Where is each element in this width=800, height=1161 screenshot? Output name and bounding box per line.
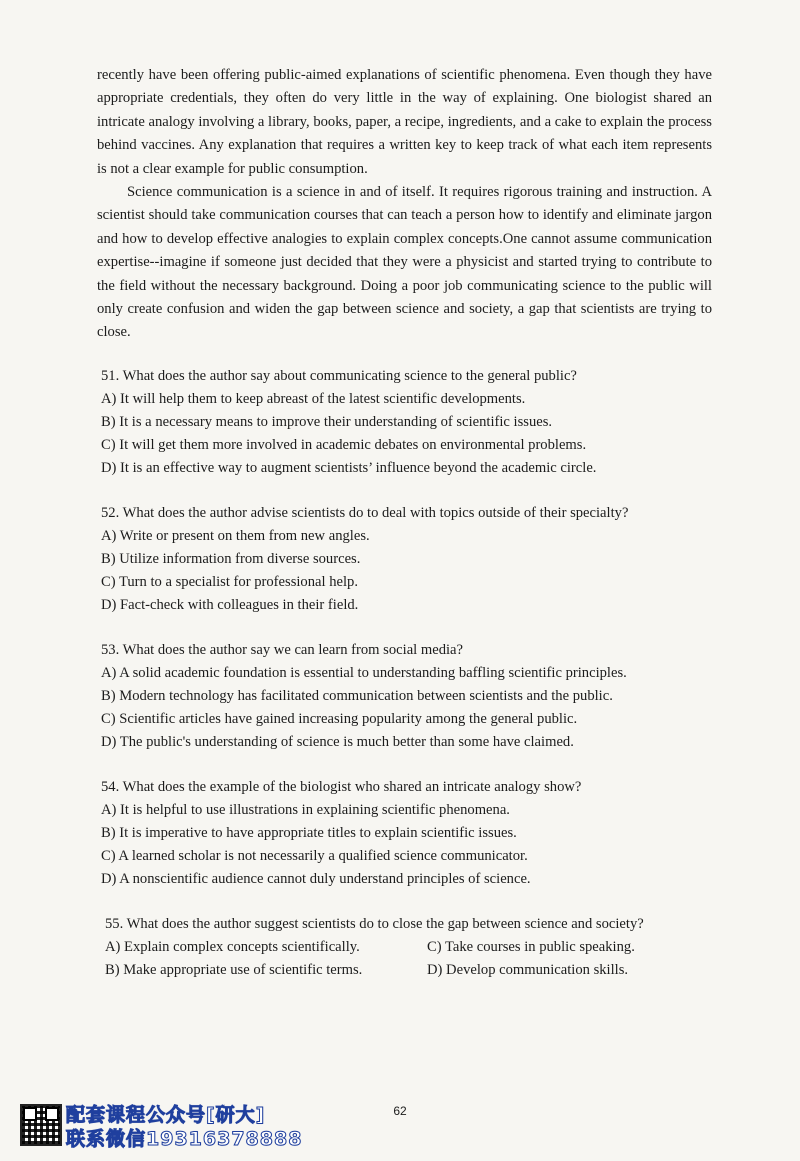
watermark-line-2: 联系微信19316378888 <box>66 1128 303 1150</box>
option-d: D) The public's understanding of science is much better than some have claimed. <box>101 734 574 750</box>
option-a: A) Write or present on them from new angles. <box>101 528 370 544</box>
question-51 <box>101 365 716 480</box>
option-c: C) Scientific articles have gained increasing popularity among the general public. <box>101 711 578 727</box>
question-stem: 51. What does the author say about communicating science to the general public? <box>101 368 577 384</box>
option-d: D) Fact-check with colleagues in their field. <box>101 597 359 613</box>
option-a: A) Explain complex concepts scientifically. <box>105 939 360 955</box>
passage-paragraph-2: Science communication is a science in and of itself. It requires rigorous training and instruction. A scientist should take communication courses that can teach a person how to identify and eliminate jargon and how to develop effective analogies to explain complex concepts.One cannot assume communication expertise--imagine if someone just decided that they were a physicist and started trying to contribute to the field without the necessary background. Doing a poor job communicating science to the public will only create confusion and widen the gap between science and society, a gap that scientists are trying to close. <box>97 184 712 341</box>
question-53 <box>101 639 716 754</box>
option-c: C) Take courses in public speaking. <box>427 939 635 955</box>
option-d: D) It is an effective way to augment scientists’ influence beyond the academic circle. <box>101 460 597 476</box>
watermark-line-1: 配套课程公众号[研大] <box>66 1104 266 1126</box>
option-d: D) A nonscientific audience cannot duly understand principles of science. <box>101 871 531 887</box>
option-c: C) Turn to a specialist for professional help. <box>101 574 358 590</box>
option-a: A) A solid academic foundation is essential to understanding baffling scientific principles. <box>101 665 627 681</box>
question-52 <box>101 502 716 617</box>
option-b: B) It is imperative to have appropriate titles to explain scientific issues. <box>101 825 517 841</box>
option-b: B) Modern technology has facilitated communication between scientists and the public. <box>101 688 613 704</box>
option-grid <box>105 936 716 982</box>
passage-paragraph-1: recently have been offering public-aimed explanations of scientific phenomena. Even though they have appropriate credentials, they often do very little in the way of explaining. One biologist shared an intricate analogy involving a library, books, paper, a recipe, ingredients, and a cake to explain the process behind vaccines. Any explanation that requires a written key to keep track of what each item represents is not a clear example for public consumption. <box>97 67 712 177</box>
question-list <box>101 365 716 1004</box>
option-a: A) It will help them to keep abreast of the latest scientific developments. <box>101 391 526 407</box>
question-stem: 52. What does the author advise scientists do to deal with topics outside of their specialty? <box>101 505 629 521</box>
option-b: B) Utilize information from diverse sources. <box>101 551 361 567</box>
question-stem: 53. What does the author say we can learn from social media? <box>101 642 464 658</box>
question-stem: 54. What does the example of the biologist who shared an intricate analogy show? <box>101 779 582 795</box>
option-d: D) Develop communication skills. <box>427 962 629 978</box>
question-stem: 55. What does the author suggest scientists do to close the gap between science and society? <box>105 916 644 932</box>
option-b: B) Make appropriate use of scientific terms. <box>105 962 363 978</box>
page-number: 62 <box>393 1104 407 1118</box>
question-55 <box>105 913 716 982</box>
option-a: A) It is helpful to use illustrations in explaining scientific phenomena. <box>101 802 510 818</box>
option-b: B) It is a necessary means to improve their understanding of scientific issues. <box>101 414 553 430</box>
option-c: C) A learned scholar is not necessarily a qualified science communicator. <box>101 848 528 864</box>
option-c: C) It will get them more involved in academic debates on environmental problems. <box>101 437 587 453</box>
reading-passage <box>97 64 712 345</box>
question-54 <box>101 776 716 891</box>
